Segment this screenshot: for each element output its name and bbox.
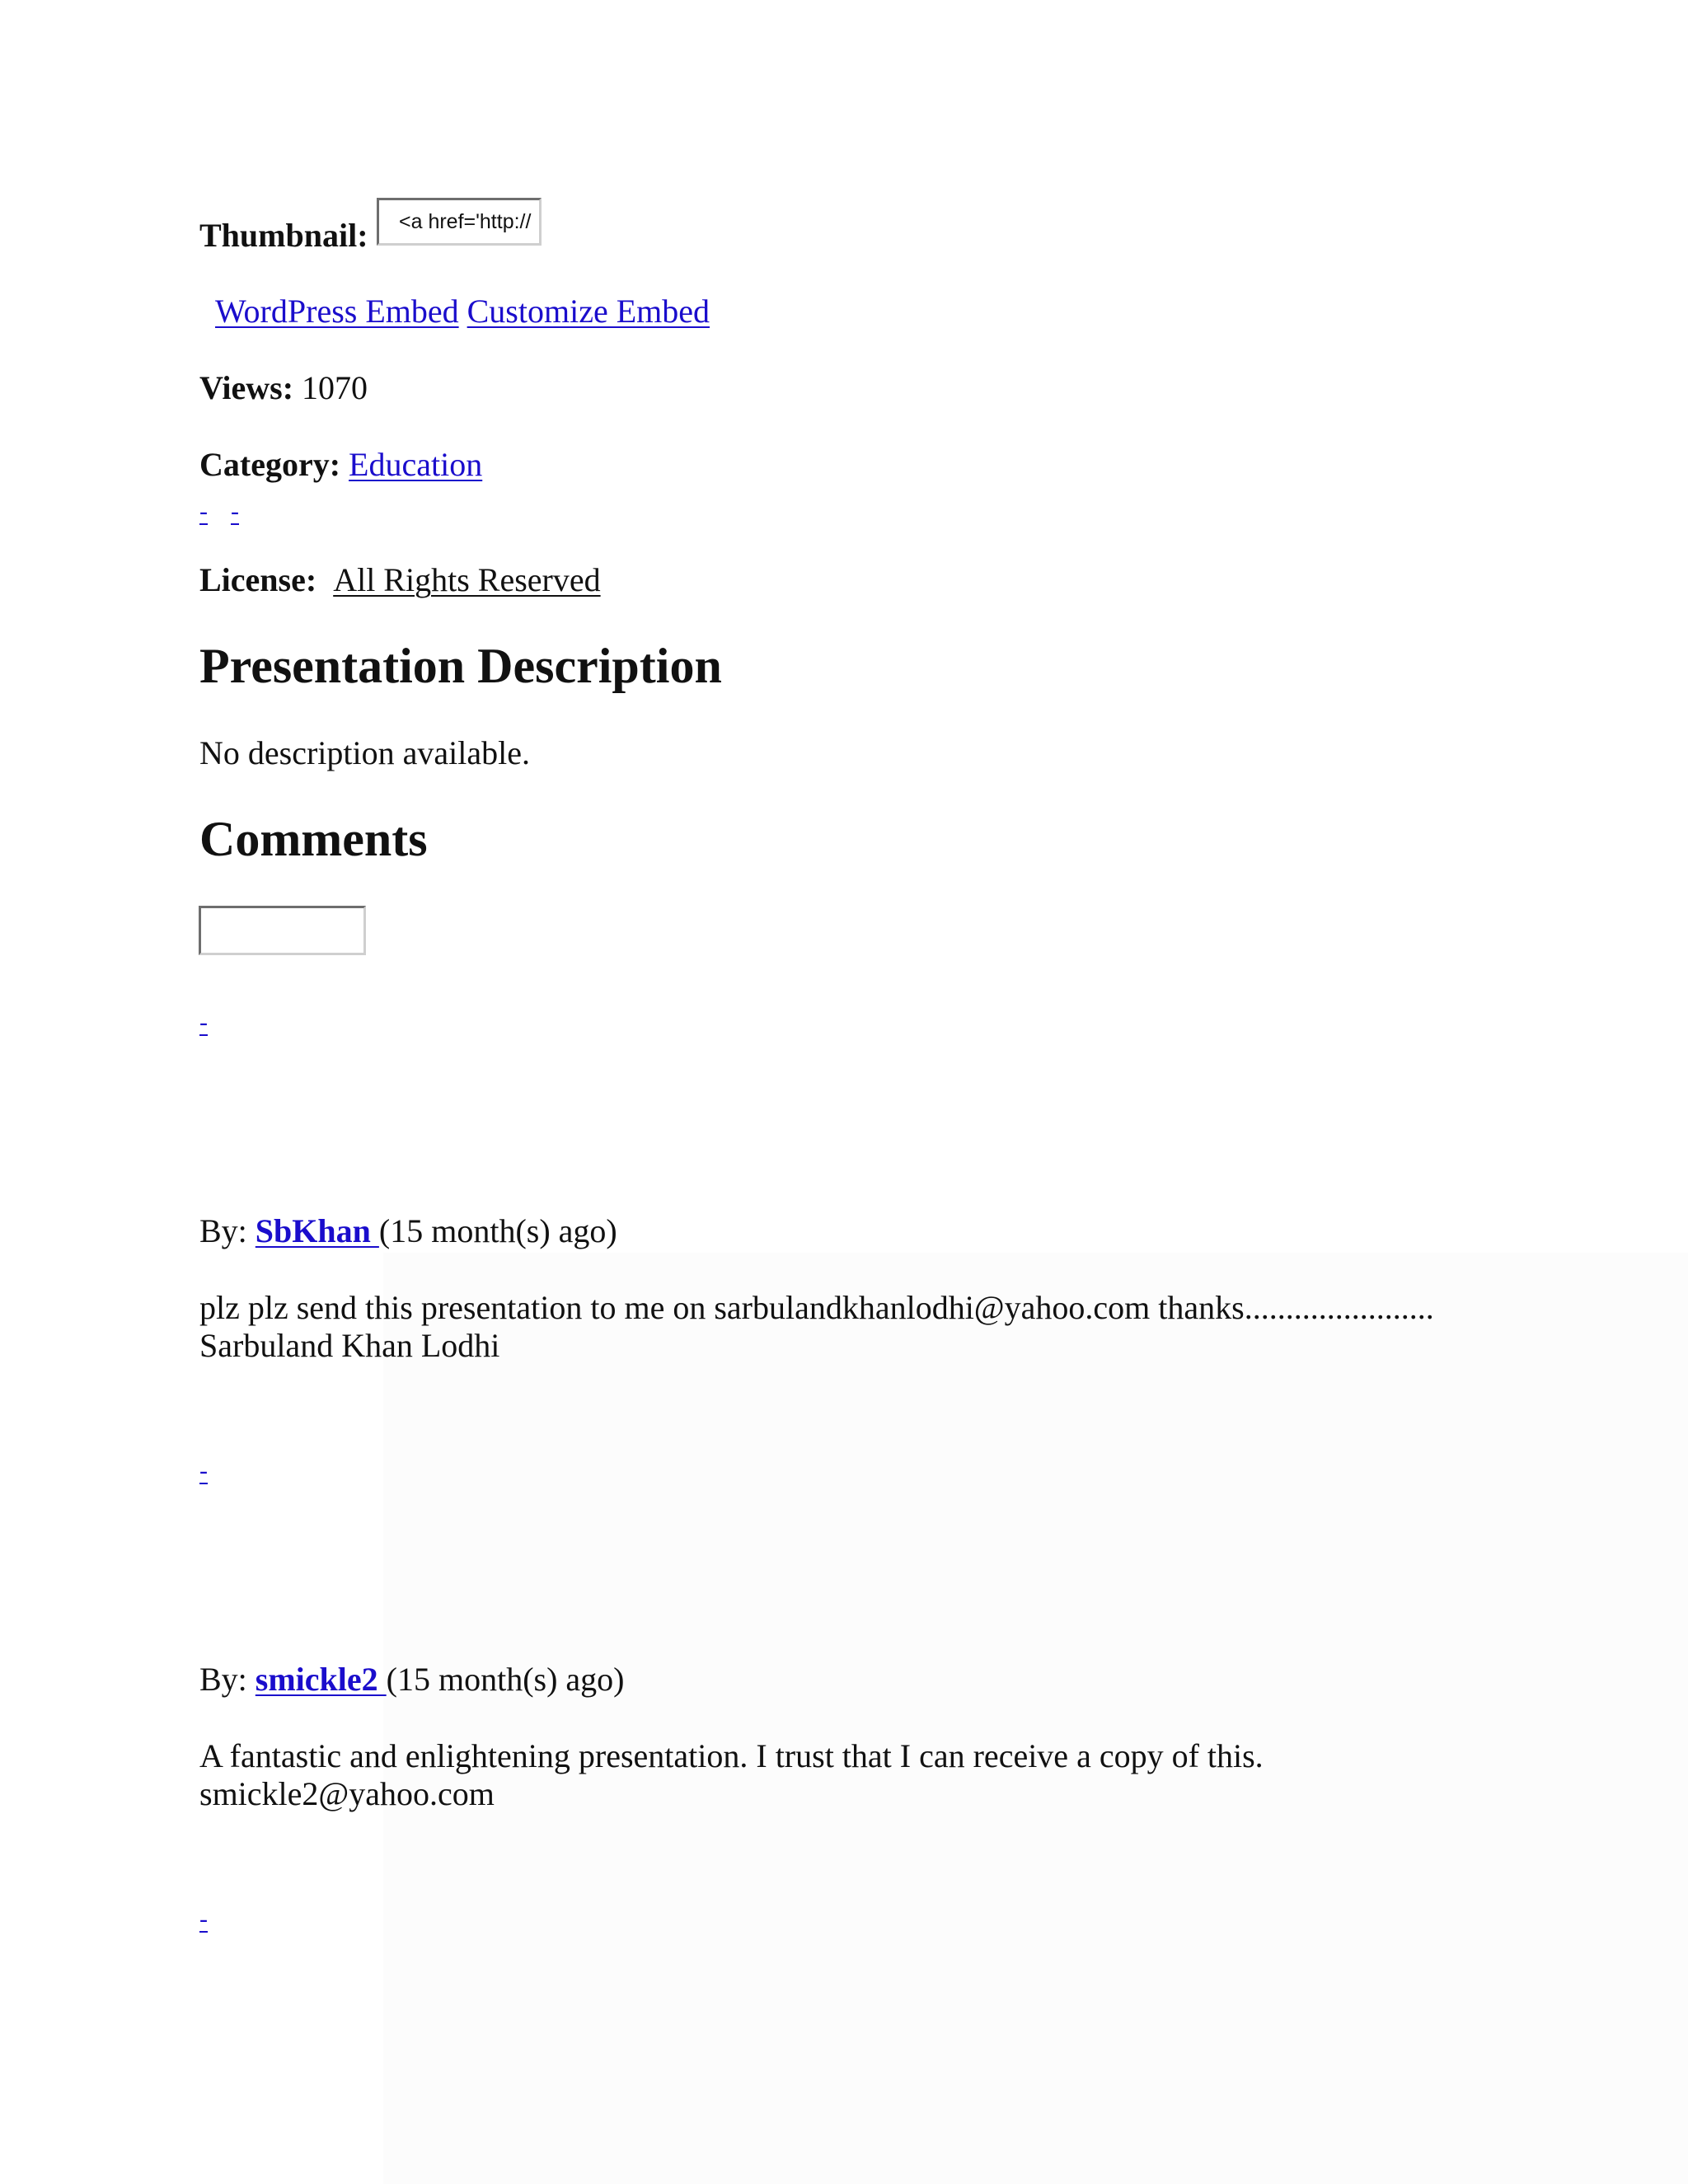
comment-text-line-1: plz plz send this presentation to me on sarbulandkhanlodhi@yahoo.com thanks.......................: [199, 1289, 1434, 1326]
license-link[interactable]: All Rights Reserved: [333, 561, 601, 598]
small-link-2[interactable]: -: [231, 498, 239, 525]
comment-by-label: By:: [199, 1212, 247, 1249]
post-comment-link[interactable]: -: [199, 1009, 208, 1036]
category-label: Category:: [199, 446, 341, 483]
comments-heading: Comments: [199, 812, 428, 866]
comment-author-link[interactable]: smickle2: [255, 1661, 387, 1698]
comment-text-line-2: Sarbuland Khan Lodhi: [199, 1327, 500, 1364]
comment-text-line-2: smickle2@yahoo.com: [199, 1775, 495, 1812]
description-text: No description available.: [199, 734, 530, 771]
description-heading: Presentation Description: [199, 639, 722, 693]
comment-input[interactable]: [199, 906, 366, 955]
comment-text-line-1: A fantastic and enlightening presentation. I trust that I can receive a copy of this.: [199, 1737, 1264, 1774]
license-row: [199, 560, 601, 600]
comment-header: [199, 1660, 625, 1699]
category-row: [199, 445, 482, 485]
thumbnail-label: Thumbnail:: [199, 217, 368, 254]
comment-reply-link[interactable]: -: [199, 1905, 208, 1933]
embed-code-field[interactable]: <a href='http://: [377, 198, 542, 246]
views-value: 1070: [302, 369, 368, 406]
comment-age: (15 month(s) ago): [386, 1661, 625, 1698]
embed-links: [215, 292, 710, 331]
comment-by-label: By:: [199, 1661, 247, 1698]
comment-header: [199, 1212, 617, 1251]
views-row: [199, 368, 368, 408]
comment-author-link[interactable]: SbKhan: [255, 1212, 379, 1249]
wordpress-embed-link[interactable]: WordPress Embed: [215, 293, 459, 330]
background-shade: [383, 1253, 1688, 2184]
views-label: Views:: [199, 369, 294, 406]
small-link-1[interactable]: -: [199, 498, 208, 525]
comment-reply-link[interactable]: -: [199, 1457, 208, 1484]
category-link[interactable]: Education: [349, 446, 483, 483]
license-label: License:: [199, 561, 317, 598]
comment-age: (15 month(s) ago): [378, 1212, 617, 1249]
customize-embed-link[interactable]: Customize Embed: [467, 293, 710, 330]
